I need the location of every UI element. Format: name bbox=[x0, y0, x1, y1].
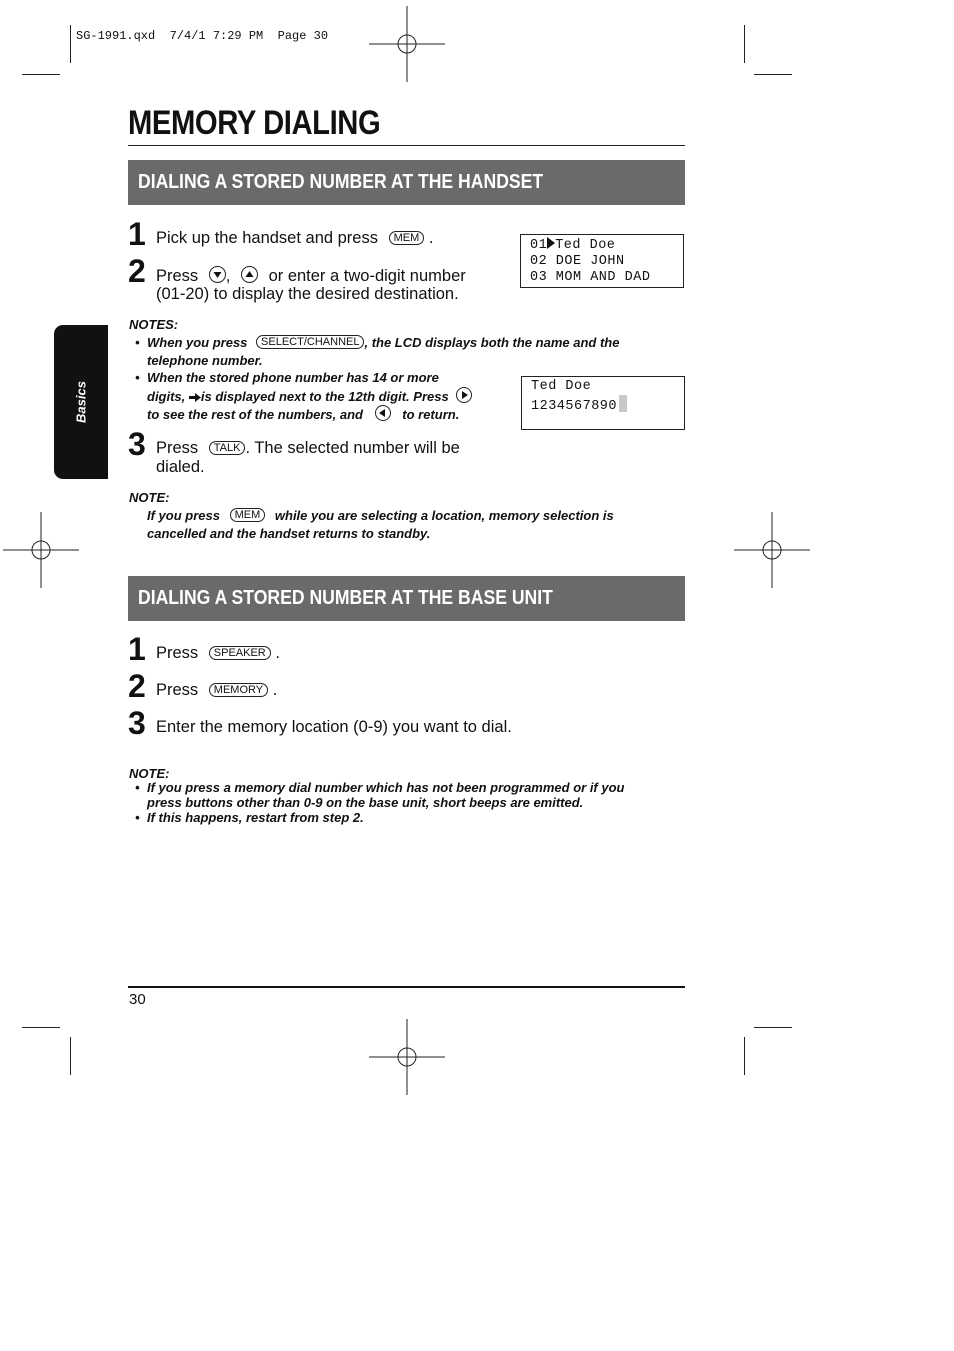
note-text: to see the rest of the numbers, and bbox=[147, 407, 363, 422]
note-item bbox=[135, 369, 535, 424]
side-tab-label: Basics bbox=[73, 381, 89, 423]
note-text: is displayed next to the 12th digit. Press bbox=[200, 388, 449, 404]
step-instruction: Press bbox=[156, 644, 199, 662]
mem-button-icon: MEM bbox=[389, 231, 425, 245]
cursor-arrow-icon bbox=[547, 237, 555, 249]
step-number: 3 bbox=[128, 705, 146, 741]
note-text: , the LCD displays both the name and the bbox=[364, 335, 620, 350]
lcd-cursor bbox=[619, 395, 627, 412]
registration-mark-icon bbox=[369, 1019, 445, 1095]
mem-button-icon: MEM bbox=[230, 508, 266, 522]
lcd-line: Ted Doe bbox=[531, 379, 592, 394]
step-text-continued: dialed. bbox=[156, 458, 205, 476]
lcd-display-number bbox=[521, 376, 685, 430]
talk-button-icon: TALK bbox=[209, 441, 246, 455]
crop-mark bbox=[70, 25, 71, 63]
step-end: . bbox=[275, 644, 280, 662]
down-arrow-button-icon bbox=[209, 266, 226, 283]
step-instruction: . The selected number will be bbox=[245, 439, 460, 457]
note-item bbox=[135, 334, 695, 369]
lcd-display-list bbox=[520, 234, 684, 288]
step-number: 1 bbox=[128, 216, 146, 252]
lcd-line bbox=[530, 237, 674, 254]
registration-mark-icon bbox=[369, 6, 445, 82]
note-text: When you press bbox=[147, 335, 248, 350]
lcd-entry-name: Ted Doe bbox=[555, 238, 616, 253]
step-instruction: Press bbox=[156, 681, 199, 699]
crop-mark bbox=[744, 1037, 745, 1075]
step-number: 2 bbox=[128, 253, 146, 289]
page-title: MEMORY DIALING bbox=[128, 104, 381, 142]
lcd-entry-number: 01 bbox=[530, 238, 548, 253]
note-text: while you are selecting a location, memory selection is bbox=[274, 508, 614, 523]
crop-mark bbox=[754, 74, 792, 75]
crop-mark bbox=[754, 1027, 792, 1028]
lcd-line: 03 MOM AND DAD bbox=[530, 270, 651, 285]
bullet: • bbox=[135, 810, 140, 825]
right-button-icon bbox=[456, 387, 472, 403]
title-divider bbox=[128, 145, 685, 146]
step-text: Enter the memory location (0-9) you want to dial. bbox=[156, 718, 512, 736]
step-number: 2 bbox=[128, 668, 146, 704]
note-body bbox=[147, 507, 614, 542]
step-instruction: Press bbox=[156, 267, 199, 285]
step-end: . bbox=[272, 681, 278, 699]
note-text: When the stored phone number has 14 or more bbox=[147, 370, 439, 385]
note-text: telephone number. bbox=[147, 352, 263, 368]
note-item bbox=[135, 780, 624, 810]
registration-mark-icon bbox=[3, 512, 79, 588]
left-button-icon bbox=[375, 405, 391, 421]
lcd-line: 02 DOE JOHN bbox=[530, 254, 625, 269]
notes-label: NOTES: bbox=[129, 317, 179, 332]
section-heading-text: DIALING A STORED NUMBER AT THE HANDSET bbox=[138, 171, 544, 193]
page-number: 30 bbox=[129, 991, 146, 1008]
section-heading-base-unit bbox=[128, 576, 685, 621]
note-label: NOTE: bbox=[129, 766, 170, 781]
note-text: If this happens, restart from step 2. bbox=[147, 810, 364, 825]
right-arrow-icon bbox=[189, 393, 201, 402]
bullet: • bbox=[135, 335, 140, 350]
note-text: cancelled and the handset returns to standby. bbox=[147, 525, 431, 541]
step-text bbox=[156, 681, 277, 700]
section-heading-text: DIALING A STORED NUMBER AT THE BASE UNIT bbox=[138, 587, 553, 609]
crop-mark bbox=[70, 1037, 71, 1075]
note-item bbox=[135, 810, 364, 825]
speaker-button-icon: SPEAKER bbox=[209, 646, 271, 660]
memory-button-icon: MEMORY bbox=[209, 683, 268, 697]
step-instruction: or enter a two-digit number bbox=[268, 267, 466, 285]
note-text: to return. bbox=[402, 407, 460, 422]
step-instruction: Press bbox=[156, 439, 199, 457]
section-heading-handset bbox=[128, 160, 685, 205]
step-text bbox=[156, 644, 280, 663]
side-tab bbox=[54, 325, 108, 479]
step-instruction: Pick up the handset and press bbox=[156, 229, 378, 247]
lcd-number: 1234567890 bbox=[531, 399, 618, 414]
step-text bbox=[156, 229, 433, 248]
step-number: 3 bbox=[128, 426, 146, 462]
crop-mark bbox=[744, 25, 745, 63]
note-text: digits, bbox=[147, 388, 186, 404]
crop-mark bbox=[22, 1027, 60, 1028]
note-label: NOTE: bbox=[129, 490, 170, 505]
separator: , bbox=[225, 267, 231, 285]
step-text bbox=[156, 266, 466, 286]
footer-divider bbox=[128, 986, 685, 988]
lcd-line bbox=[531, 395, 675, 415]
crop-mark bbox=[22, 74, 60, 75]
step-end: . bbox=[428, 229, 434, 247]
bullet: • bbox=[135, 370, 140, 385]
registration-mark-icon bbox=[734, 512, 810, 588]
step-text bbox=[156, 439, 460, 458]
bullet: • bbox=[135, 780, 140, 795]
select-channel-button-icon: SELECT/CHANNEL bbox=[256, 335, 364, 349]
note-text: press buttons other than 0-9 on the base unit, short beeps are emitted. bbox=[147, 795, 584, 810]
note-text: If you press bbox=[147, 508, 220, 523]
step-text-continued: (01-20) to display the desired destination. bbox=[156, 285, 459, 303]
note-text: If you press a memory dial number which has not been programmed or if you bbox=[147, 780, 625, 795]
up-arrow-button-icon bbox=[241, 266, 258, 283]
file-header: SG-1991.qxd 7/4/1 7:29 PM Page 30 bbox=[76, 29, 329, 43]
step-number: 1 bbox=[128, 631, 146, 667]
